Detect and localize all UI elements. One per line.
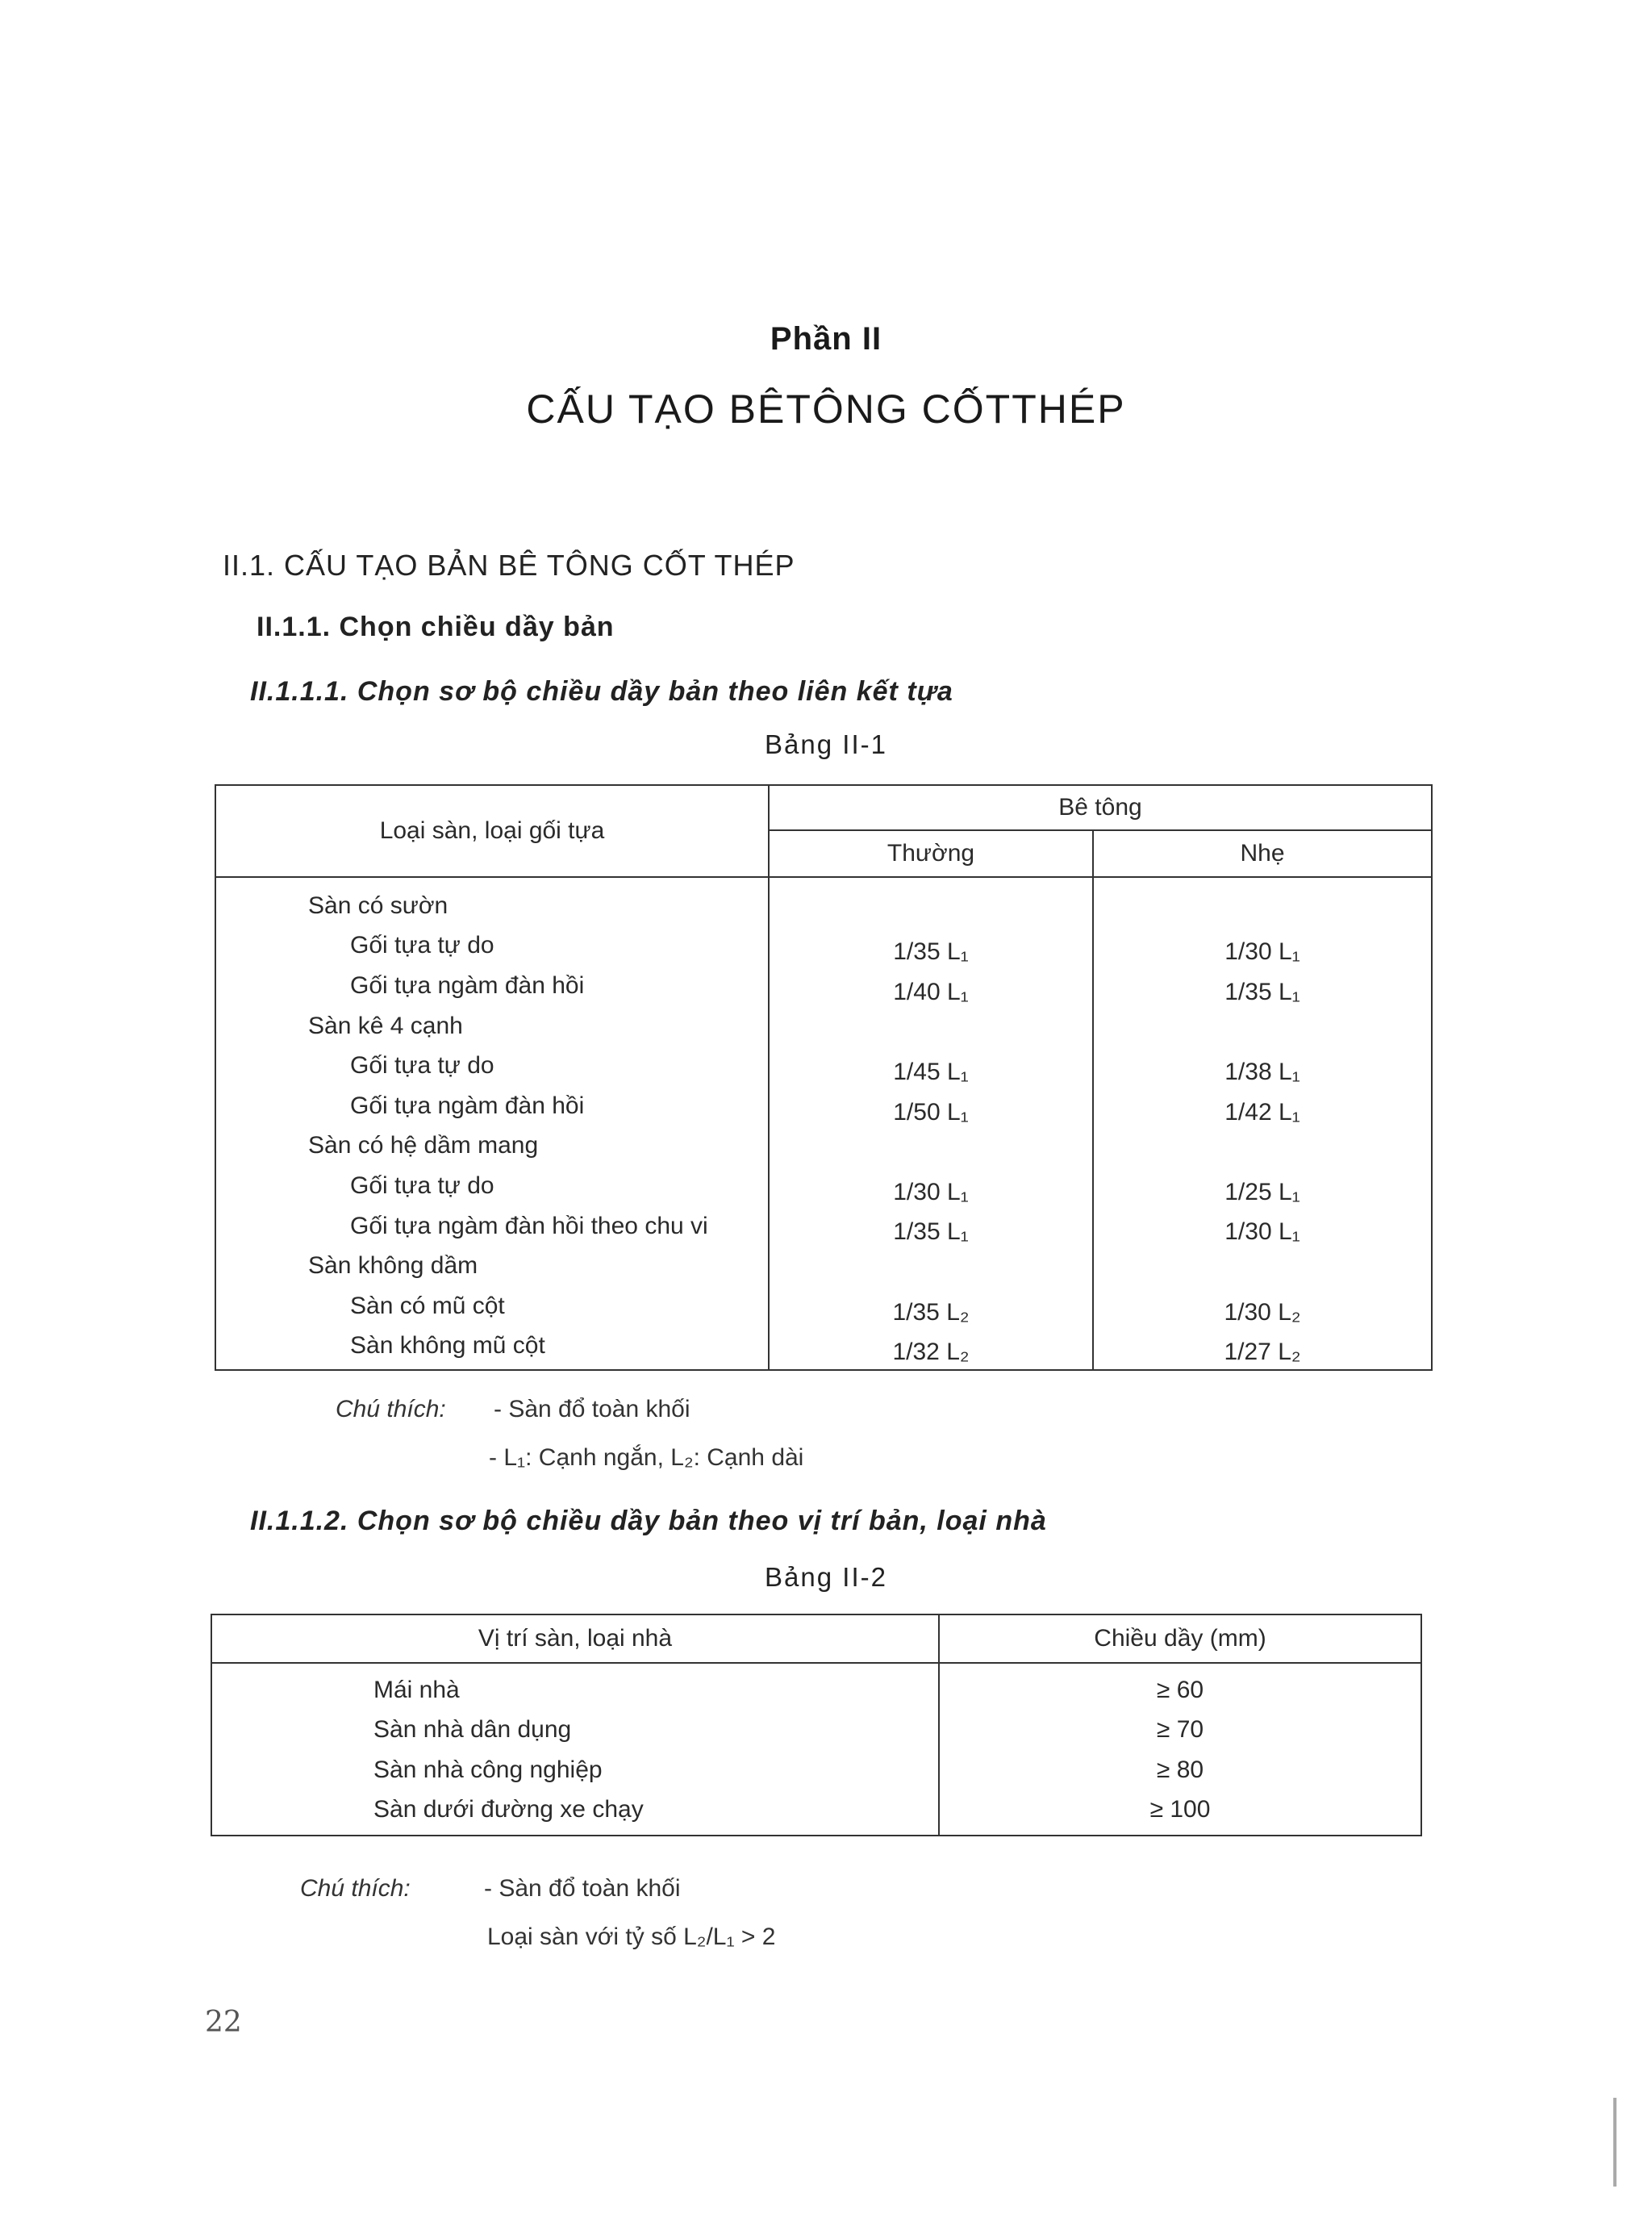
table-row bbox=[211, 1663, 1421, 1710]
table-1 bbox=[215, 784, 1433, 1371]
row-value: ≥ 70 bbox=[1156, 1716, 1204, 1744]
table-row bbox=[211, 1710, 1421, 1751]
row-light: 1/25 L₁ bbox=[1224, 1178, 1300, 1205]
row-normal bbox=[769, 1246, 1093, 1286]
row-label: Gối tựa ngàm đàn hồi bbox=[215, 966, 769, 1006]
table-row bbox=[215, 1046, 1432, 1086]
table-row bbox=[211, 1750, 1421, 1790]
row-normal: 1/32 L₂ bbox=[769, 1326, 1093, 1371]
table1-caption: Bảng II-1 bbox=[765, 729, 887, 759]
note2-line1: - Sàn đổ toàn khối bbox=[484, 1875, 681, 1902]
table-row bbox=[215, 1006, 1432, 1046]
row-normal: 1/35 L₁ bbox=[769, 1206, 1093, 1247]
part-title: CẤU TẠO BÊTÔNG CỐTTHÉP bbox=[526, 386, 1126, 432]
row-value: ≥ 60 bbox=[1156, 1676, 1204, 1703]
row-label: Gối tựa tự do bbox=[215, 1166, 769, 1206]
row-label: Gối tựa tự do bbox=[215, 1046, 769, 1086]
table2-caption: Bảng II-2 bbox=[765, 1562, 887, 1592]
table-row bbox=[215, 1286, 1432, 1326]
row-value: ≥ 80 bbox=[1156, 1756, 1204, 1783]
row-normal bbox=[769, 1126, 1093, 1167]
row-light: 1/42 L₁ bbox=[1224, 1098, 1300, 1126]
row-light bbox=[1093, 877, 1432, 926]
table-row bbox=[215, 1086, 1432, 1126]
note2-label: Chú thích: bbox=[300, 1875, 411, 1902]
row-label: Gối tựa tự do bbox=[215, 926, 769, 967]
row-label: Sàn không mũ cột bbox=[215, 1326, 769, 1371]
row-light: 1/38 L₁ bbox=[1224, 1058, 1300, 1085]
row-normal: 1/35 L₂ bbox=[769, 1286, 1093, 1326]
subsubsection-heading-1: II.1.1.1. Chọn sơ bộ chiều dầy bản theo liên kết tựa bbox=[250, 676, 953, 707]
row-label: Sàn kê 4 cạnh bbox=[215, 1006, 769, 1046]
row-light: 1/30 L₁ bbox=[1224, 938, 1300, 966]
row-normal: 1/45 L₁ bbox=[769, 1046, 1093, 1086]
table-row bbox=[215, 1166, 1432, 1206]
section-heading: II.1. CẤU TẠO BẢN BÊ TÔNG CỐT THÉP bbox=[223, 549, 795, 582]
part-label: Phần II bbox=[770, 321, 882, 357]
row-light bbox=[1093, 1126, 1432, 1167]
subsection-heading: II.1.1. Chọn chiều dầy bản bbox=[257, 612, 615, 642]
row-normal bbox=[769, 877, 1093, 926]
table-row bbox=[215, 1246, 1432, 1286]
row-label: Sàn có hệ dầm mang bbox=[215, 1126, 769, 1167]
subsubsection-heading-2: II.1.1.2. Chọn sơ bộ chiều dầy bản theo vị trí bản, loại nhà bbox=[250, 1506, 1047, 1536]
row-normal: 1/30 L₁ bbox=[769, 1166, 1093, 1206]
table-row bbox=[215, 926, 1432, 967]
row-label: Sàn không dầm bbox=[215, 1246, 769, 1286]
scan-edge-mark bbox=[1613, 2098, 1617, 2187]
table1-col-normal: Thường bbox=[769, 830, 1093, 877]
note2-line2: Loại sàn với tỷ số L₂/L₁ > 2 bbox=[487, 1924, 776, 1950]
row-label: Gối tựa ngàm đàn hồi theo chu vi bbox=[215, 1206, 769, 1247]
row-label: Sàn có mũ cột bbox=[215, 1286, 769, 1326]
row-normal bbox=[769, 1006, 1093, 1046]
table-row bbox=[215, 1126, 1432, 1167]
note1-line1: - Sàn đổ toàn khối bbox=[494, 1396, 690, 1422]
row-label: Sàn dưới đường xe chạy bbox=[211, 1790, 939, 1836]
table2-col-right: Chiều dầy (mm) bbox=[939, 1614, 1421, 1663]
row-label: Sàn có sườn bbox=[215, 877, 769, 926]
row-light: 1/27 L₂ bbox=[1224, 1339, 1301, 1366]
table-row bbox=[211, 1790, 1421, 1836]
note1-label: Chú thích: bbox=[336, 1396, 446, 1422]
row-label: Gối tựa ngàm đàn hồi bbox=[215, 1086, 769, 1126]
table-row bbox=[215, 877, 1432, 926]
row-light bbox=[1093, 1246, 1432, 1286]
row-value: ≥ 100 bbox=[1149, 1796, 1211, 1823]
table1-col-left: Loại sàn, loại gối tựa bbox=[215, 785, 769, 877]
row-light: 1/30 L₂ bbox=[1224, 1298, 1301, 1326]
row-light: 1/30 L₁ bbox=[1224, 1218, 1300, 1246]
note1-line2: - L₁: Cạnh ngắn, L₂: Cạnh dài bbox=[489, 1444, 804, 1471]
row-label: Mái nhà bbox=[211, 1663, 939, 1710]
table2-col-left: Vị trí sàn, loại nhà bbox=[211, 1614, 939, 1663]
table-row bbox=[215, 1326, 1432, 1371]
page-number: 22 bbox=[205, 2006, 242, 2039]
table1-col-light: Nhẹ bbox=[1093, 830, 1432, 877]
row-label: Sàn nhà dân dụng bbox=[211, 1710, 939, 1751]
table1-col-group: Bê tông bbox=[769, 785, 1432, 830]
row-normal: 1/35 L₁ bbox=[769, 926, 1093, 967]
table-row bbox=[215, 1206, 1432, 1247]
table-2 bbox=[211, 1614, 1422, 1836]
row-normal: 1/40 L₁ bbox=[769, 966, 1093, 1006]
row-normal: 1/50 L₁ bbox=[769, 1086, 1093, 1126]
row-light: 1/35 L₁ bbox=[1224, 978, 1300, 1005]
row-light bbox=[1093, 1006, 1432, 1046]
table-row bbox=[215, 966, 1432, 1006]
row-label: Sàn nhà công nghiệp bbox=[211, 1750, 939, 1790]
